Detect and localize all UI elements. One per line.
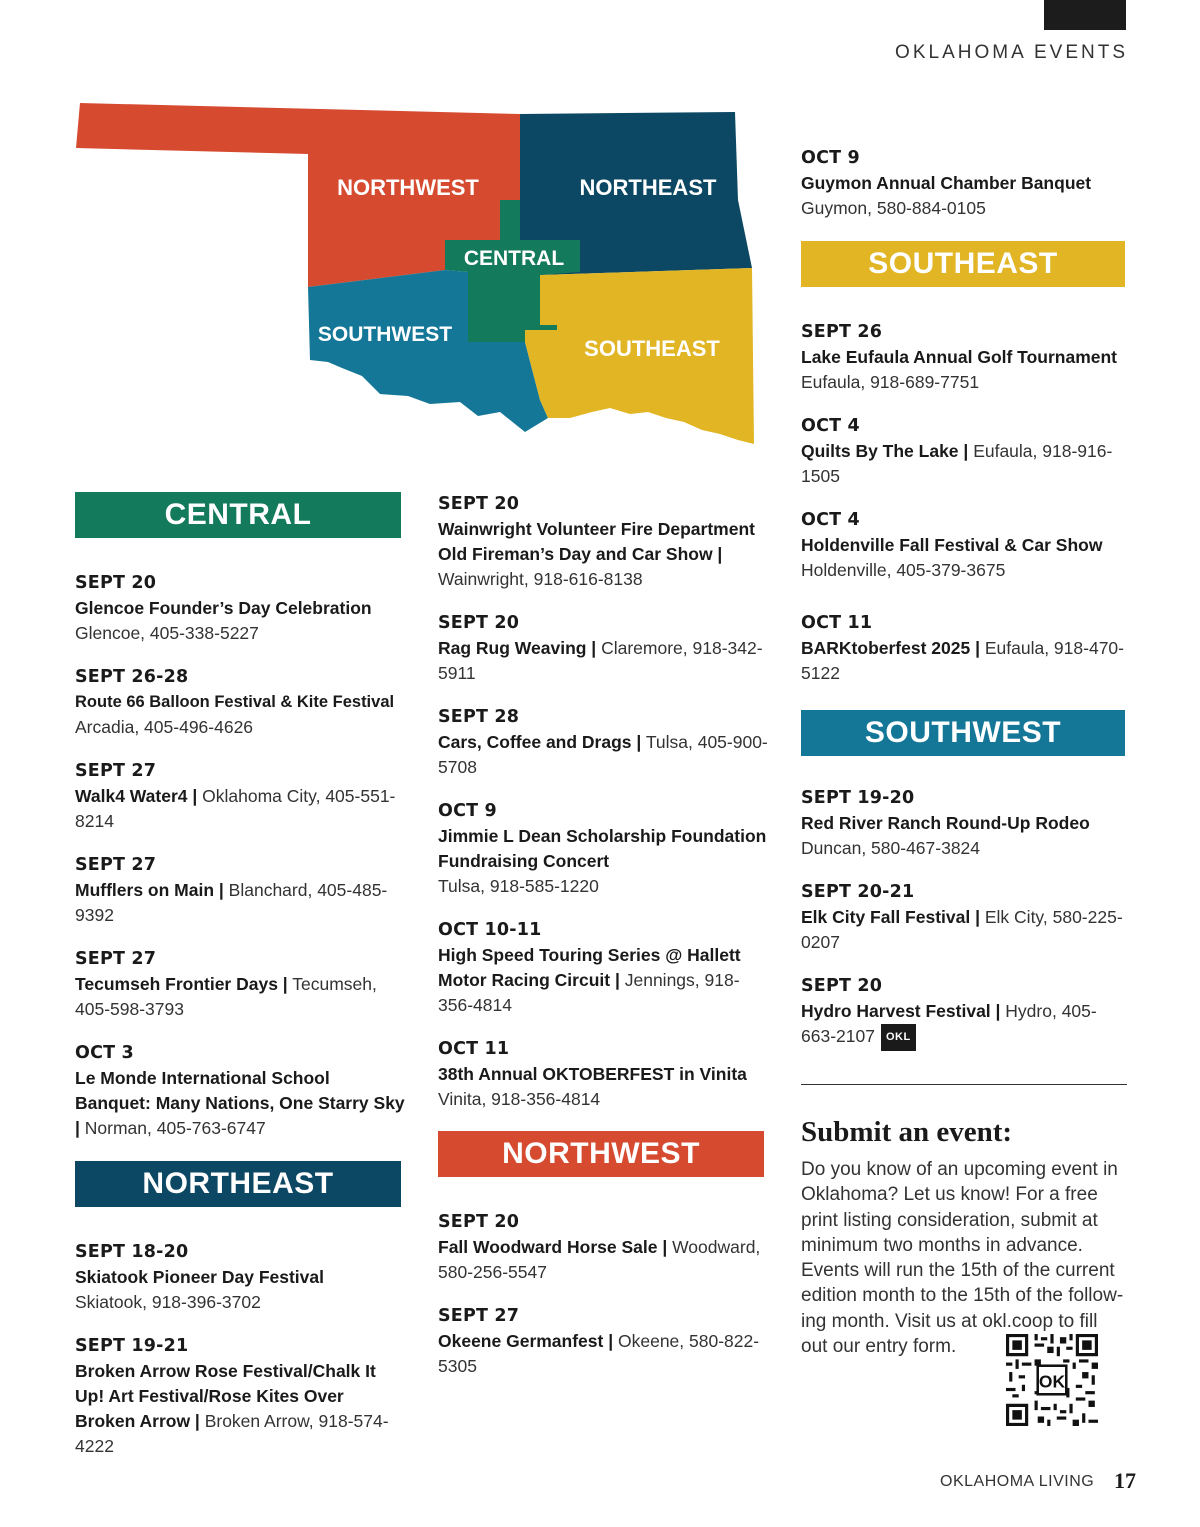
event-location: Glencoe, 405-338-5227 [75,623,259,643]
page-number: 17 [1114,1468,1136,1493]
event-date: SEPT 19-21 [75,1336,189,1356]
central-banner: CENTRAL [75,492,401,538]
event-name: Okeene Germanfest | [438,1331,614,1351]
event-item [801,508,1131,583]
event-name: BARKtoberfest 2025 | [801,638,980,658]
event-name: High Speed Touring Series @ Hallett Motor Racing Circuit | [438,945,741,990]
event-date: SEPT 26 [801,322,883,342]
event-date: SEPT 19-20 [801,788,915,808]
event-date: SEPT 20 [75,573,157,593]
map-label-southeast: SOUTHEAST [584,336,720,361]
event-item [75,665,405,740]
event-location: Okeene, 580-822-5305 [438,1331,760,1376]
event-date: OCT 11 [801,613,873,633]
event-item [801,611,1131,686]
event-location: Arcadia, 405-496-4626 [75,717,254,737]
event-item [75,1334,405,1459]
event-location: Blanchard, 405-485-9392 [75,880,388,925]
event-item [801,146,1131,221]
event-date: SEPT 20-21 [801,882,915,902]
event-location: Guymon, 580-884-0105 [801,198,986,218]
event-item [75,1041,405,1141]
event-name: Quilts By The Lake | [801,441,969,461]
event-date: OCT 10-11 [438,920,542,940]
oklahoma-region-map [70,100,760,460]
event-location: Holdenville, 405-379-3675 [801,560,1006,580]
event-location: Tecumseh, 405-598-3793 [75,974,377,1019]
event-date: OCT 9 [438,801,497,821]
column-3 [801,146,1131,1051]
event-name: Wainwright Volunteer Fire Department Old Fireman’s Day and Car Show | [438,519,755,564]
column-1 [75,492,405,1459]
event-date: SEPT 18-20 [75,1242,189,1262]
event-item [801,786,1131,861]
event-name: Red River Ranch Round-Up Rodeo [801,813,1090,833]
corner-tab [1044,0,1126,30]
event-location: Eufaula, 918-916-1505 [801,441,1113,486]
southeast-banner: SOUTHEAST [801,241,1125,287]
event-name: Jimmie L Dean Scholarship Foundation Fundraising Concert [438,826,767,871]
event-name: 38th Annual OKTOBERFEST in Vinita [438,1064,747,1084]
event-item [438,799,768,899]
event-location: Hydro, 405-663-2107 [801,1001,1097,1047]
event-location: Tulsa, 918-585-1220 [438,876,599,896]
event-item [75,853,405,928]
event-location: Wainwright, 918-616-8138 [438,569,643,589]
map-label-southwest: SOUTHWEST [317,323,453,346]
event-date: SEPT 20 [438,1212,520,1232]
event-date: SEPT 20 [438,613,520,633]
event-location: Elk City, 580-225-0207 [801,907,1123,952]
event-date: SEPT 26-28 [75,667,189,687]
event-item [438,611,768,686]
event-item [438,1037,768,1112]
event-item [75,947,405,1022]
event-name: Walk4 Water4 | [75,786,198,806]
event-location: Eufaula, 918-689-7751 [801,372,980,392]
divider [801,1084,1127,1085]
event-location: Eufaula, 918-470-5122 [801,638,1124,683]
event-location: Skiatook, 918-396-3702 [75,1292,261,1312]
event-date: OCT 9 [801,148,860,168]
event-location: Jennings, 918-356-4814 [438,970,740,1015]
event-date: SEPT 20 [438,494,520,514]
event-location: Tulsa, 405-900-5708 [438,732,768,777]
event-name: Glencoe Founder’s Day Celebration [75,598,372,618]
southwest-banner: SOUTHWEST [801,710,1125,756]
event-name: Cars, Coffee and Drags | [438,732,642,752]
event-item [75,759,405,834]
qr-logo-text: OK [1038,1371,1066,1392]
event-date: OCT 4 [801,416,860,436]
event-location: Oklahoma City, 405-551-8214 [75,786,396,831]
event-date: SEPT 20 [801,976,883,996]
event-name: Tecumseh Frontier Days | [75,974,288,994]
event-date: SEPT 28 [438,707,520,727]
event-name: Mufflers on Main | [75,880,224,900]
event-date: OCT 3 [75,1043,134,1063]
event-name: Holdenville Fall Festival & Car Show [801,535,1103,555]
event-name: Guymon Annual Chamber Banquet [801,173,1092,193]
map-label-northwest: NORTHWEST [337,175,479,200]
event-location: Claremore, 918-342-5911 [438,638,763,683]
event-item [438,1304,768,1379]
event-item [438,492,768,592]
northwest-banner: NORTHWEST [438,1131,764,1177]
event-item [438,1210,768,1285]
event-item [801,320,1131,395]
qr-code[interactable] [1006,1334,1098,1426]
event-name: Route 66 Balloon Festival & Kite Festival [75,693,395,711]
event-location: Duncan, 580-467-3824 [801,838,981,858]
event-name: Fall Woodward Horse Sale | [438,1237,668,1257]
submit-body: Do you know of an upcoming event in Oklahoma? Let us know! For a free print listing consideration, submit at minimum two months in advance. Events will run the 15th of the current edition month to the 15th of the follow- ing month. Visit us at okl.coop to fill out our entry form. [801,1159,1124,1358]
event-item [801,974,1131,1051]
event-date: OCT 4 [801,510,860,530]
event-location: Norman, 405-763-6747 [84,1118,266,1138]
event-name: Le Monde International School Banquet: Many Nations, One Starry Sky | [75,1068,405,1138]
event-location: Vinita, 918-356-4814 [438,1089,601,1109]
submit-title: Submit an event: [801,1116,1013,1148]
event-name: Rag Rug Weaving | [438,638,597,658]
event-item [438,918,768,1018]
event-item [75,571,405,646]
event-name: Elk City Fall Festival | [801,907,980,927]
event-item [801,880,1131,955]
event-item [75,1240,405,1315]
event-date: SEPT 27 [438,1306,520,1326]
okl-badge: OKL [881,1024,916,1051]
footer-publication: OKLAHOMA LIVING [940,1473,1095,1490]
event-name: Hydro Harvest Festival | [801,1001,1001,1021]
event-date: OCT 11 [438,1039,510,1059]
event-date: SEPT 27 [75,761,157,781]
event-item [438,705,768,780]
northeast-banner: NORTHEAST [75,1161,401,1207]
event-location: Woodward, 580-256-5547 [438,1237,761,1282]
event-date: SEPT 27 [75,949,157,969]
map-label-central: CENTRAL [463,247,565,270]
map-label-northeast: NORTHEAST [579,175,717,200]
event-name: Lake Eufaula Annual Golf Tournament [801,347,1117,367]
event-name: Broken Arrow Rose Festival/Chalk It Up! Art Festival/Rose Kites Over Broken Arrow | [75,1361,376,1431]
event-location: Broken Arrow, 918-574-4222 [75,1411,389,1456]
event-name: Skiatook Pioneer Day Festival [75,1267,324,1287]
section-label: OKLAHOMA EVENTS [895,42,1128,63]
event-item [801,414,1131,489]
column-2 [438,492,768,1379]
event-date: SEPT 27 [75,855,157,875]
